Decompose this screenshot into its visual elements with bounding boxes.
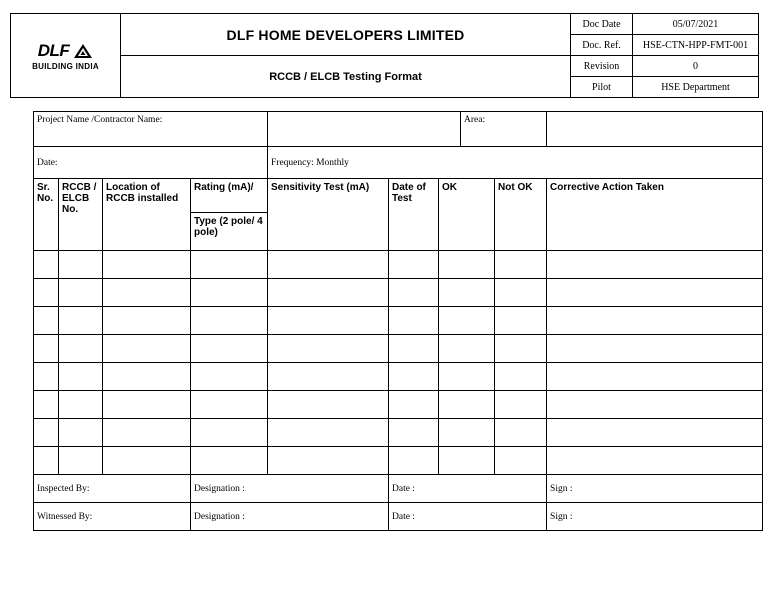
cell-not-ok[interactable] [495,447,547,475]
cell-sensitivity[interactable] [268,335,389,363]
col-header-type: Type (2 pole/ 4 pole) [191,213,268,251]
cell-rating-type[interactable] [191,279,268,307]
frequency-label: Frequency: Monthly [268,147,763,179]
cell-corrective-action[interactable] [547,279,763,307]
cell-rating-type[interactable] [191,335,268,363]
cell-sensitivity[interactable] [268,391,389,419]
cell-sensitivity[interactable] [268,251,389,279]
cell-sr-no[interactable] [34,363,59,391]
witnessed-designation-label: Designation : [191,503,389,531]
table-row [34,391,763,419]
project-name-value[interactable] [268,112,461,147]
col-header-ok: OK [439,179,495,251]
witnessed-date-label: Date : [389,503,547,531]
cell-ok[interactable] [439,363,495,391]
witnessed-sign-label: Sign : [547,503,763,531]
cell-date-of-test[interactable] [389,307,439,335]
cell-date-of-test[interactable] [389,447,439,475]
cell-corrective-action[interactable] [547,419,763,447]
company-logo [11,14,121,98]
cell-location[interactable] [103,447,191,475]
cell-location[interactable] [103,307,191,335]
area-value[interactable] [547,112,763,147]
cell-date-of-test[interactable] [389,391,439,419]
cell-not-ok[interactable] [495,391,547,419]
date-label: Date: [34,147,268,179]
cell-date-of-test[interactable] [389,419,439,447]
cell-not-ok[interactable] [495,251,547,279]
cell-corrective-action[interactable] [547,391,763,419]
cell-sr-no[interactable] [34,419,59,447]
testing-form-table [33,111,763,531]
witnessed-by-label: Witnessed By: [34,503,191,531]
cell-rccb-no[interactable] [59,391,103,419]
cell-sensitivity[interactable] [268,419,389,447]
inspected-designation-label: Designation : [191,475,389,503]
cell-corrective-action[interactable] [547,335,763,363]
table-row [34,419,763,447]
cell-date-of-test[interactable] [389,363,439,391]
table-row [34,307,763,335]
cell-sensitivity[interactable] [268,307,389,335]
logo-text: DLF [37,40,70,60]
table-row [34,447,763,475]
form-title: RCCB / ELCB Testing Format [121,56,571,98]
logo-subtitle: BUILDING INDIA [32,61,99,71]
cell-sr-no[interactable] [34,335,59,363]
cell-rating-type[interactable] [191,391,268,419]
cell-not-ok[interactable] [495,419,547,447]
cell-location[interactable] [103,391,191,419]
col-header-not-ok: Not OK [495,179,547,251]
cell-ok[interactable] [439,251,495,279]
area-label: Area: [461,112,547,147]
inspected-date-label: Date : [389,475,547,503]
cell-date-of-test[interactable] [389,279,439,307]
cell-not-ok[interactable] [495,279,547,307]
cell-sr-no[interactable] [34,307,59,335]
cell-rccb-no[interactable] [59,307,103,335]
cell-rating-type[interactable] [191,251,268,279]
cell-ok[interactable] [439,335,495,363]
cell-location[interactable] [103,279,191,307]
cell-location[interactable] [103,419,191,447]
cell-rating-type[interactable] [191,447,268,475]
col-header-rccb-no: RCCB / ELCB No. [59,179,103,251]
meta-value-doc-ref: HSE-CTN-HPP-FMT-001 [633,35,759,56]
cell-rccb-no[interactable] [59,279,103,307]
cell-location[interactable] [103,251,191,279]
company-name: DLF HOME DEVELOPERS LIMITED [121,14,571,56]
table-row [34,363,763,391]
table-row [34,251,763,279]
meta-label-doc-date: Doc Date [571,14,633,35]
cell-sr-no[interactable] [34,251,59,279]
cell-sr-no[interactable] [34,391,59,419]
col-header-location: Location of RCCB installed [103,179,191,251]
meta-value-doc-date: 05/07/2021 [633,14,759,35]
cell-sensitivity[interactable] [268,447,389,475]
col-header-corrective-action: Corrective Action Taken [547,179,763,251]
meta-value-pilot: HSE Department [633,77,759,98]
cell-corrective-action[interactable] [547,307,763,335]
meta-label-revision: Revision [571,56,633,77]
inspected-by-label: Inspected By: [34,475,191,503]
cell-sensitivity[interactable] [268,363,389,391]
cell-sr-no[interactable] [34,279,59,307]
document-header [10,13,759,98]
cell-rccb-no[interactable] [59,419,103,447]
col-header-sr-no: Sr. No. [34,179,59,251]
cell-date-of-test[interactable] [389,335,439,363]
cell-rating-type[interactable] [191,307,268,335]
cell-location[interactable] [103,335,191,363]
cell-ok[interactable] [439,279,495,307]
cell-rating-type[interactable] [191,419,268,447]
cell-not-ok[interactable] [495,335,547,363]
project-name-label: Project Name /Contractor Name: [34,112,268,147]
meta-label-doc-ref: Doc. Ref. [571,35,633,56]
cell-ok[interactable] [439,307,495,335]
cell-sensitivity[interactable] [268,279,389,307]
cell-rccb-no[interactable] [59,363,103,391]
cell-ok[interactable] [439,419,495,447]
cell-ok[interactable] [439,447,495,475]
col-header-sensitivity: Sensitivity Test (mA) [268,179,389,251]
cell-rating-type[interactable] [191,363,268,391]
cell-sr-no[interactable] [34,447,59,475]
table-row [34,335,763,363]
meta-label-pilot: Pilot [571,77,633,98]
cell-rccb-no[interactable] [59,251,103,279]
table-row [34,279,763,307]
logo-triangle-icon [73,43,93,59]
cell-rccb-no[interactable] [59,335,103,363]
meta-value-revision: 0 [633,56,759,77]
cell-corrective-action[interactable] [547,251,763,279]
cell-location[interactable] [103,363,191,391]
cell-ok[interactable] [439,391,495,419]
cell-date-of-test[interactable] [389,251,439,279]
cell-corrective-action[interactable] [547,447,763,475]
cell-corrective-action[interactable] [547,363,763,391]
cell-not-ok[interactable] [495,307,547,335]
cell-not-ok[interactable] [495,363,547,391]
col-header-date-of-test: Date of Test [389,179,439,251]
col-header-rating: Rating (mA)/ [191,179,268,213]
cell-rccb-no[interactable] [59,447,103,475]
inspected-sign-label: Sign : [547,475,763,503]
